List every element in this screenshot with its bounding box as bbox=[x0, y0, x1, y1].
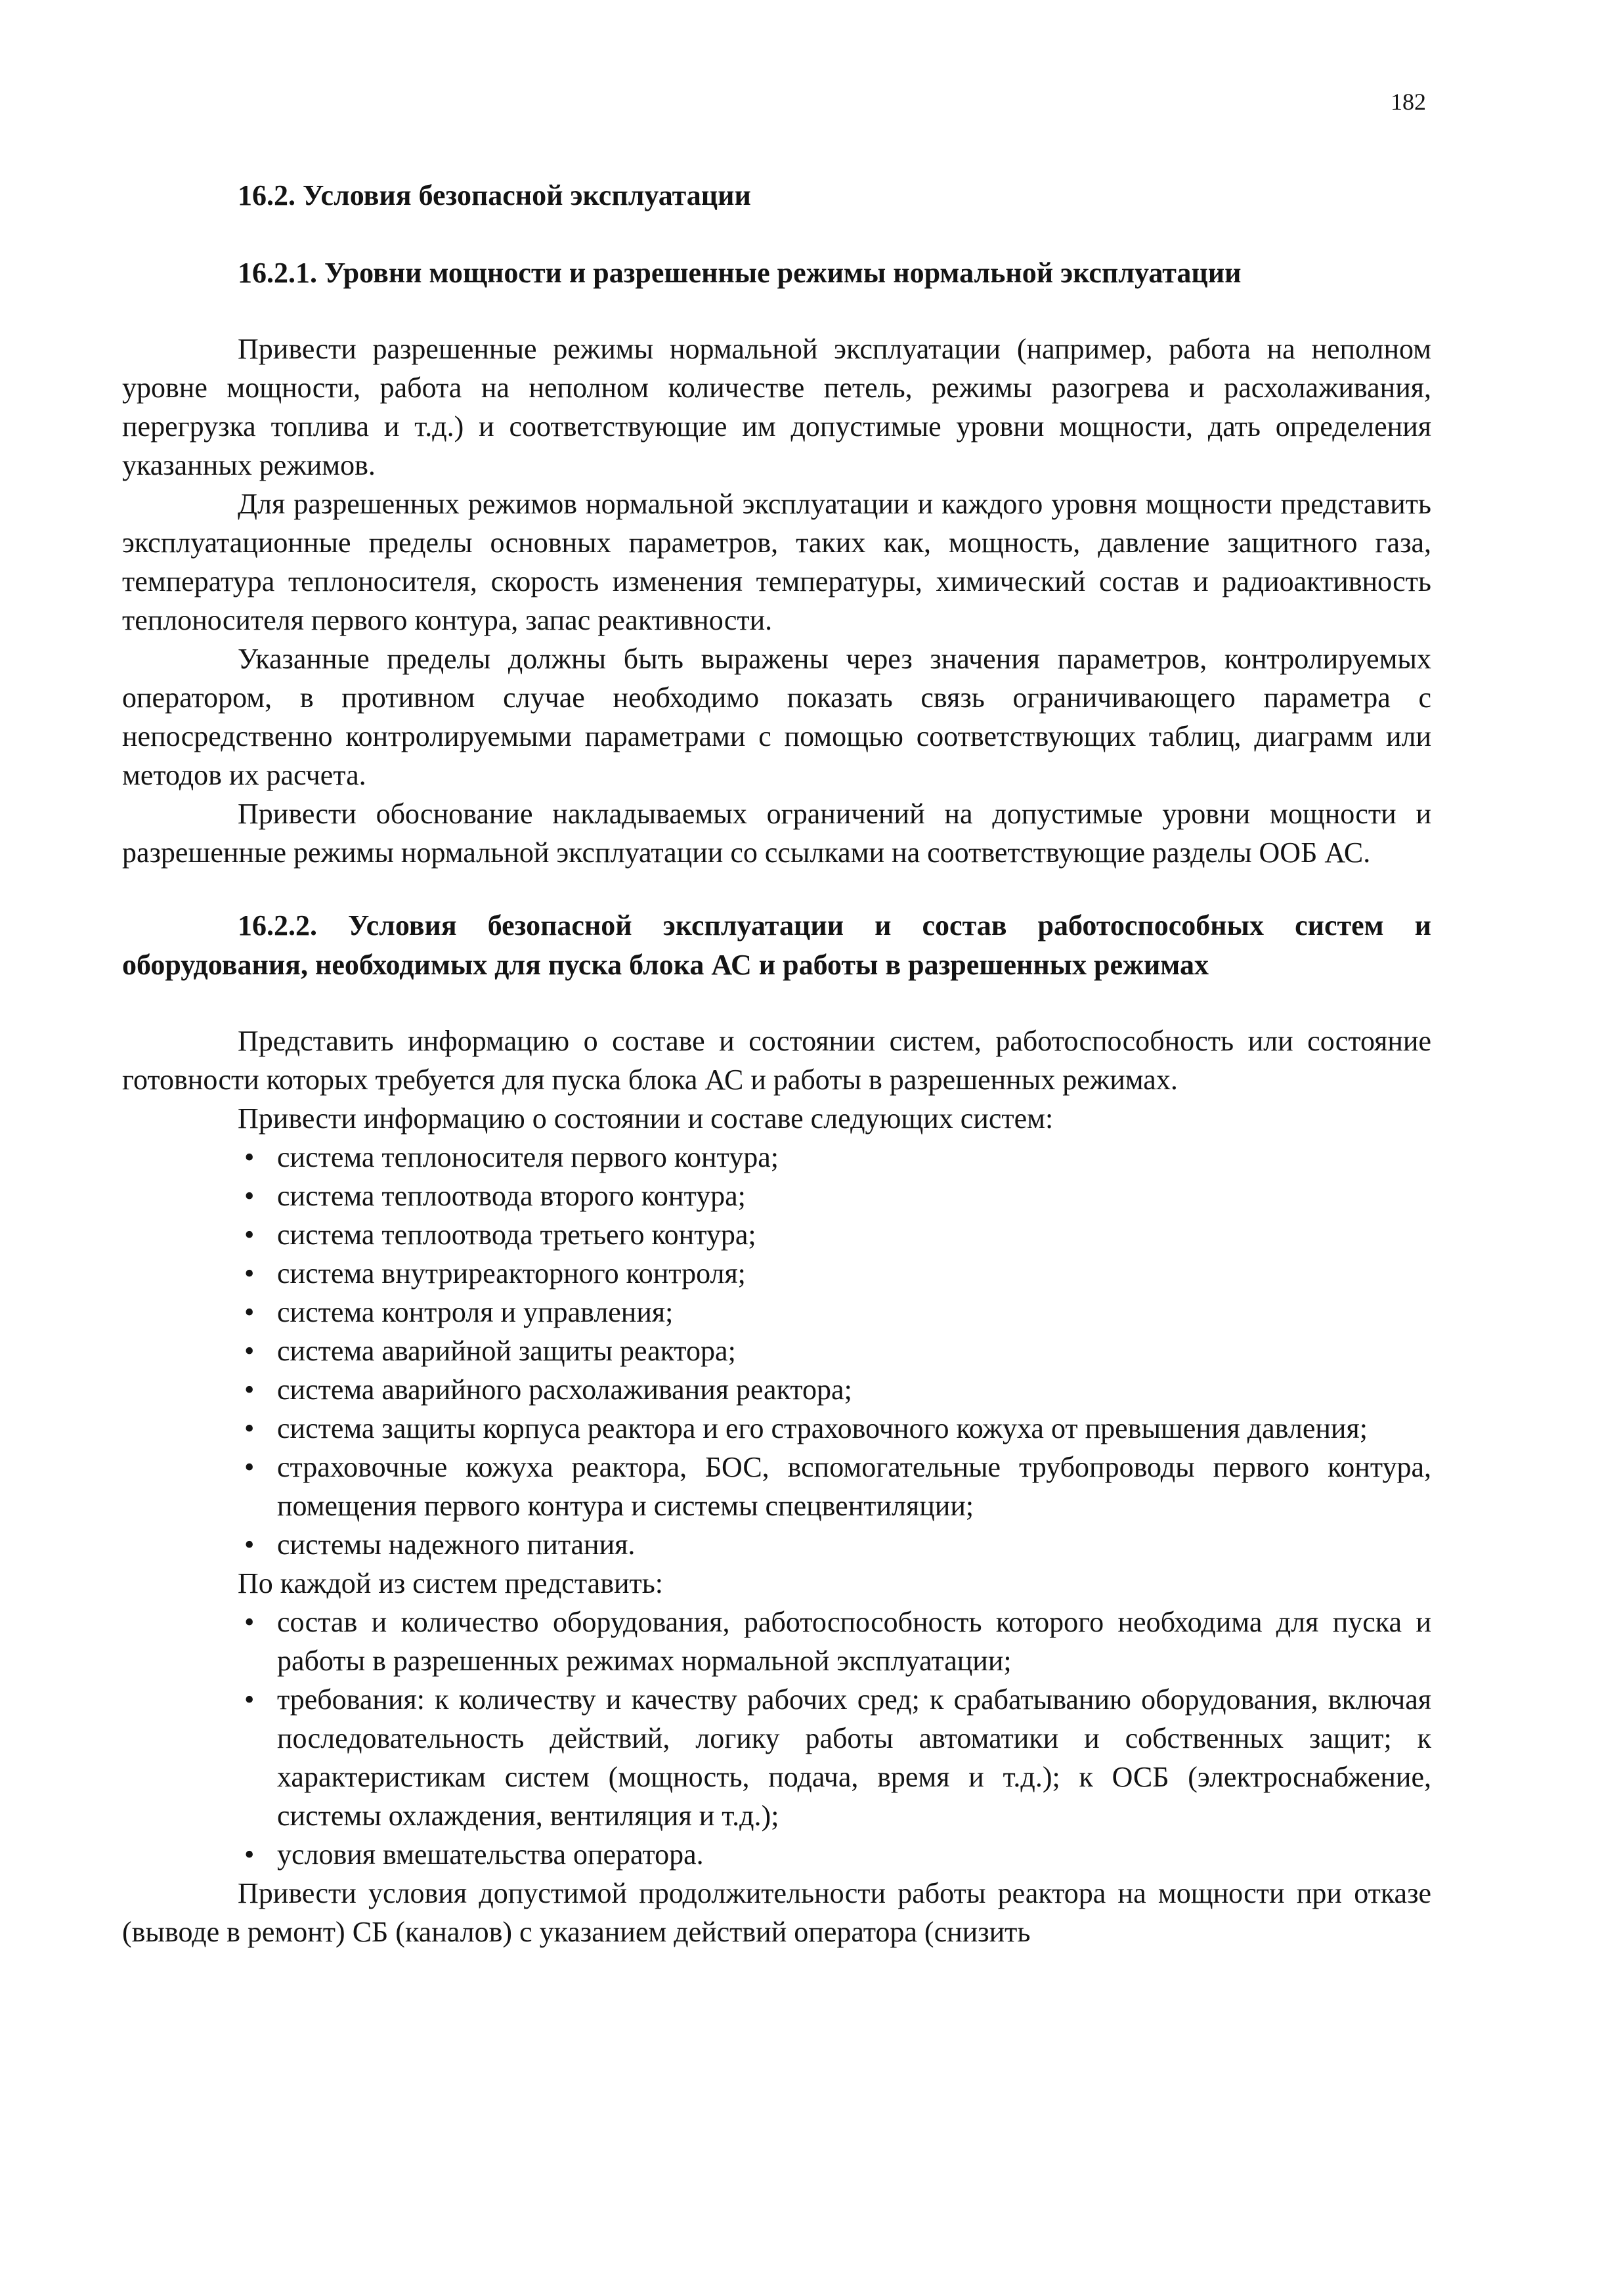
list-item bbox=[122, 1293, 1431, 1332]
paragraph: Привести разрешенные режимы нормальной эксплуатации (например, работа на неполном уровне мощности, работа на неполном количестве петель, режимы разогрева и расхолаживания, перегрузка топлива и т.д.) и соответствующие им допустимые уровни мощности, дать определения указанных режимов. bbox=[122, 333, 1431, 481]
list-item bbox=[122, 1370, 1431, 1409]
list-item-text: система теплоносителя первого контура; bbox=[277, 1141, 779, 1173]
bullet-icon: • bbox=[244, 1528, 255, 1561]
list-item bbox=[122, 1525, 1431, 1564]
systems-list bbox=[122, 1138, 1431, 1564]
section-heading-16-2-2: 16.2.2. Условия безопасной эксплуатации и состав работоспособных систем и оборудования, необходимых для пуска блока АС и работы в разрешенных режимах bbox=[122, 909, 1431, 981]
list-item-text: система внутриреакторного контроля; bbox=[277, 1257, 746, 1289]
list-item-text: система теплоотвода третьего контура; bbox=[277, 1219, 756, 1251]
list-item bbox=[122, 1215, 1431, 1254]
list-item-text: условия вмешательства оператора. bbox=[277, 1838, 704, 1871]
list-item-text: система контроля и управления; bbox=[277, 1296, 674, 1328]
section-heading-16-2-1: 16.2.1. Уровни мощности и разрешенные режимы нормальной эксплуатации bbox=[238, 257, 1242, 289]
page-number: 182 bbox=[1391, 89, 1426, 115]
list-item-text: требования: к количеству и качеству рабочих сред; к срабатыванию оборудования, включая последовательность действий, логику работы автоматики и собственных защит; к характеристикам систем (мощность, подача, время и т.д.); к ОСБ (электроснабжение, системы охлаждения, вентиляция и т.д.); bbox=[277, 1683, 1431, 1832]
section-heading-16-2: 16.2. Условия безопасной эксплуатации bbox=[238, 179, 751, 211]
bullet-icon: • bbox=[244, 1180, 255, 1212]
list-item-text: система защиты корпуса реактора и его страховочного кожуха от превышения давления; bbox=[277, 1412, 1368, 1444]
bullet-icon: • bbox=[244, 1141, 255, 1173]
list-item bbox=[122, 1680, 1431, 1835]
list-item bbox=[122, 1332, 1431, 1370]
paragraph: Привести обоснование накладываемых ограничений на допустимые уровни мощности и разрешенные режимы нормальной эксплуатации со ссылками на соответствующие разделы ООБ АС. bbox=[122, 798, 1431, 869]
paragraph: Указанные пределы должны быть выражены через значения параметров, контролируемых оператором, в противном случае необходимо показать связь ограничивающего параметра с непосредственно контролируемыми параметрами с помощью соответствующих таблиц, диаграмм или методов их расчета. bbox=[122, 643, 1431, 791]
bullet-icon: • bbox=[244, 1374, 255, 1406]
paragraph: Для разрешенных режимов нормальной эксплуатации и каждого уровня мощности представить эксплуатационные пределы основных параметров, таких как, мощность, давление защитного газа, температура теплоносителя, скорость изменения температуры, химический состав и радиоактивность теплоносителя первого контура, запас реактивности. bbox=[122, 488, 1431, 636]
bullet-icon: • bbox=[244, 1606, 255, 1638]
paragraph: Привести условия допустимой продолжительности работы реактора на мощности при отказе (выводе в ремонт) СБ (каналов) с указанием действий оператора (снизить bbox=[122, 1877, 1431, 1948]
list-item-text: состав и количество оборудования, работоспособность которого необходима для пуска и работы в разрешенных режимах нормальной эксплуатации; bbox=[277, 1606, 1431, 1677]
list-item bbox=[122, 1835, 1431, 1874]
bullet-icon: • bbox=[244, 1296, 255, 1328]
per-system-lead-text: По каждой из систем представить: bbox=[238, 1567, 664, 1599]
list-item-text: система аварийной защиты реактора; bbox=[277, 1335, 736, 1367]
list-item bbox=[122, 1138, 1431, 1177]
list-item-text: страховочные кожуха реактора, БОС, вспомогательные трубопроводы первого контура, помещения первого контура и системы спецвентиляции; bbox=[277, 1451, 1431, 1522]
list-item bbox=[122, 1448, 1431, 1525]
bullet-icon: • bbox=[244, 1838, 255, 1871]
list-item bbox=[122, 1603, 1431, 1680]
list-item bbox=[122, 1254, 1431, 1293]
bullet-icon: • bbox=[244, 1683, 255, 1716]
list-item-text: системы надежного питания. bbox=[277, 1528, 636, 1561]
paragraph: Представить информацию о составе и состоянии систем, работоспособность или состояние готовности которых требуется для пуска блока АС и работы в разрешенных режимах. bbox=[122, 1025, 1431, 1096]
bullet-icon: • bbox=[244, 1335, 255, 1367]
list-item-text: система теплоотвода второго контура; bbox=[277, 1180, 746, 1212]
list-item-text: система аварийного расхолаживания реактора; bbox=[277, 1374, 852, 1406]
bullet-icon: • bbox=[244, 1257, 255, 1289]
bullet-icon: • bbox=[244, 1219, 255, 1251]
per-system-list bbox=[122, 1603, 1431, 1874]
list-item bbox=[122, 1177, 1431, 1215]
bullet-icon: • bbox=[244, 1412, 255, 1444]
list-item bbox=[122, 1409, 1431, 1448]
systems-lead-text: Привести информацию о состоянии и составе следующих систем: bbox=[238, 1102, 1054, 1135]
bullet-icon: • bbox=[244, 1451, 255, 1483]
page-content bbox=[122, 176, 1431, 1951]
